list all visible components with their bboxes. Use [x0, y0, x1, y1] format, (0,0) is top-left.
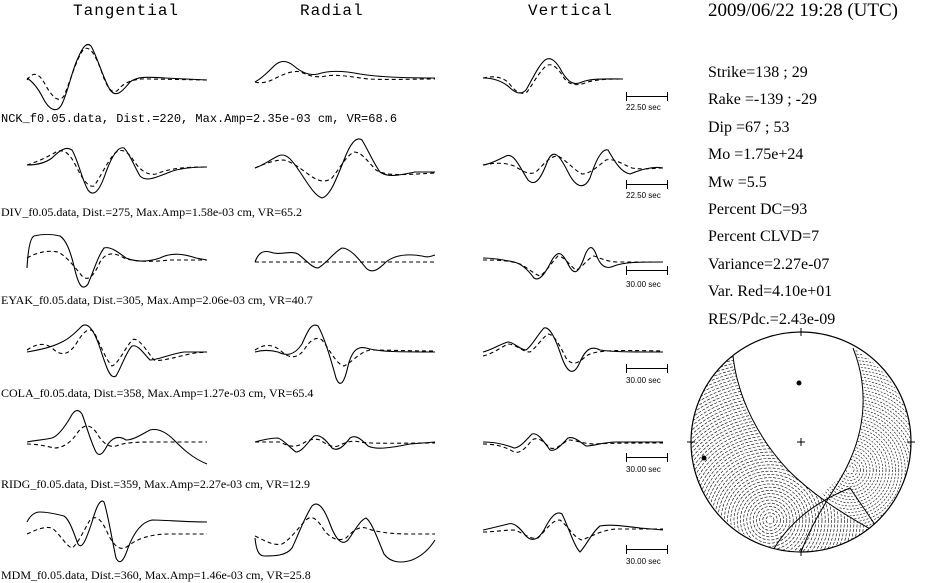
- t-axis-marker: [702, 456, 707, 461]
- observed-trace-mdm-radial: [255, 504, 435, 562]
- time-scale-label-div: 22.50 sec: [626, 191, 661, 200]
- time-scale-label-ridg: 30.00 sec: [626, 465, 661, 474]
- observed-trace-ridg-vertical: [483, 434, 663, 451]
- strike-text: Strike=138 ; 29: [708, 64, 808, 81]
- observed-trace-div-vertical: [483, 150, 663, 186]
- rake-text: Rake =-139 ; -29: [708, 91, 817, 108]
- synthetic-trace-mdm-tangential: [27, 518, 207, 549]
- observed-trace-ridg-tangential: [27, 411, 207, 464]
- focal-mechanism-beachball: [552, 252, 935, 583]
- moment-text: Mo =1.75e+24: [708, 146, 804, 163]
- station-label-mdm: MDM_f0.05.data, Dist.=360, Max.Amp=1.46e-03 cm, VR=25.8: [1, 568, 311, 582]
- percent-dc-text: Percent DC=93: [708, 201, 808, 218]
- observed-trace-cola-radial: [255, 325, 435, 383]
- time-scale-label-eyak: 30.00 sec: [626, 280, 661, 289]
- res-pdc-text: RES/Pdc.=2.43e-09: [708, 311, 836, 328]
- header-tangential: Tangential: [73, 2, 180, 20]
- time-scale-label-nck: 22.50 sec: [626, 103, 661, 112]
- synthetic-trace-cola-vertical: [483, 334, 663, 363]
- observed-trace-eyak-vertical: [483, 248, 663, 279]
- var-red-text: Var. Red=4.10e+01: [708, 283, 833, 300]
- station-label-nck: NCK_f0.05.data, Dist.=220, Max.Amp=2.35e-03 cm, VR=68.6: [1, 112, 398, 126]
- variance-text: Variance=2.27e-07: [708, 256, 830, 273]
- time-scale-label-mdm: 30.00 sec: [626, 557, 661, 566]
- synthetic-trace-eyak-tangential: [27, 251, 207, 278]
- observed-trace-eyak-radial: [255, 248, 435, 271]
- observed-trace-ridg-radial: [255, 436, 435, 452]
- observed-trace-mdm-tangential: [27, 501, 207, 562]
- observed-trace-div-tangential: [27, 148, 207, 193]
- time-scale-label-cola: 30.00 sec: [626, 376, 661, 385]
- synthetic-trace-eyak-vertical: [483, 256, 663, 276]
- observed-trace-eyak-tangential: [27, 235, 207, 288]
- synthetic-trace-ridg-vertical: [483, 439, 663, 453]
- header-radial: Radial: [300, 2, 364, 20]
- observed-trace-nck-vertical: [483, 59, 623, 93]
- observed-trace-div-radial: [255, 139, 435, 198]
- percent-clvd-text: Percent CLVD=7: [708, 228, 820, 245]
- magnitude-text: Mw =5.5: [708, 174, 767, 191]
- station-label-div: DIV_f0.05.data, Dist.=275, Max.Amp=1.58e-03 cm, VR=65.2: [1, 205, 303, 219]
- synthetic-trace-mdm-radial: [255, 518, 435, 545]
- event-datetime: 2009/06/22 19:28 (UTC): [708, 0, 898, 21]
- station-label-ridg: RIDG_f0.05.data, Dist.=359, Max.Amp=2.27e-03 cm, VR=12.9: [1, 477, 311, 491]
- header-vertical: Vertical: [528, 2, 613, 20]
- observed-trace-nck-tangential: [27, 45, 207, 110]
- synthetic-trace-nck-tangential: [27, 48, 207, 99]
- p-axis-marker: [797, 381, 802, 386]
- dip-text: Dip =67 ; 53: [708, 119, 790, 136]
- station-label-cola: COLA_f0.05.data, Dist.=358, Max.Amp=1.27e-03 cm, VR=65.4: [1, 386, 314, 400]
- synthetic-trace-cola-tangential: [27, 330, 207, 366]
- observed-trace-cola-tangential: [27, 325, 207, 377]
- observed-trace-mdm-vertical: [483, 513, 663, 552]
- synthetic-trace-mdm-vertical: [483, 520, 663, 540]
- station-label-eyak: EYAK_f0.05.data, Dist.=305, Max.Amp=2.06e-03 cm, VR=40.7: [1, 293, 313, 307]
- observed-trace-cola-vertical: [483, 328, 663, 372]
